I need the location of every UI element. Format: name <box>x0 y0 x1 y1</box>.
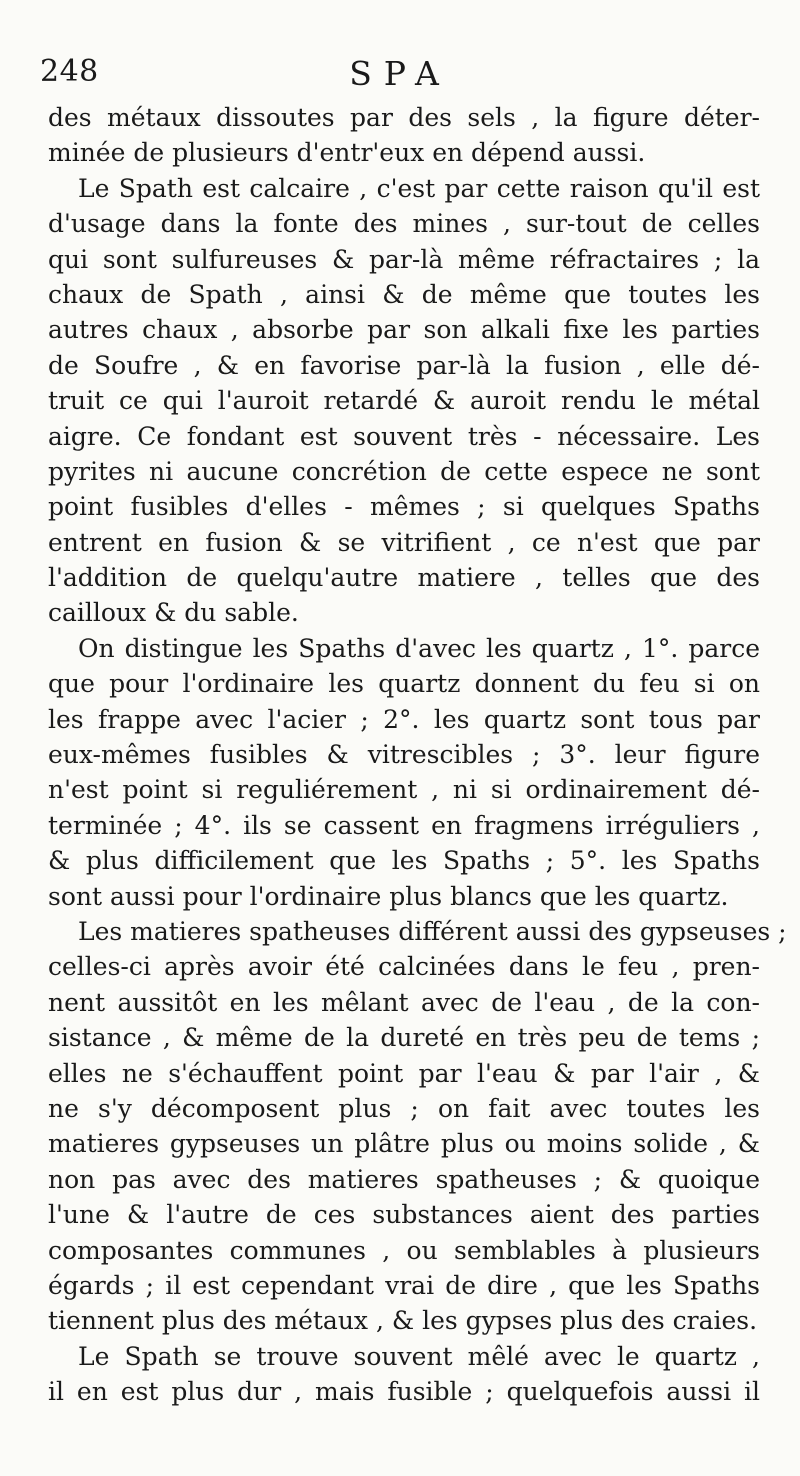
text-line: Le Spath est calcaire , c'est par cette raison qu'il est <box>78 173 760 203</box>
text-line: point fusibles d'elles - mêmes ; si quelques Spaths <box>48 492 760 522</box>
text-line: Les matieres spatheuses différent aussi des gypseuses ; <box>78 916 787 946</box>
text-line: celles-ci après avoir été calcinées dans le feu , pren- <box>48 952 760 982</box>
text-line: sistance , & même de la dureté en très peu de tems ; <box>48 1023 760 1053</box>
paragraph <box>48 631 760 914</box>
text-line: ne s'y décomposent plus ; on fait avec toutes les <box>48 1093 760 1123</box>
text-line: tiennent plus des métaux , & les gypses plus des craies. <box>48 1306 758 1336</box>
text-line: eux-mêmes fusibles & vitrescibles ; 3°. leur figure <box>48 740 760 770</box>
paragraph <box>48 1339 760 1410</box>
text-line: & plus difficilement que les Spaths ; 5°. les Spaths <box>48 846 760 876</box>
text-line: terminée ; 4°. ils se cassent en fragmens irréguliers , <box>48 810 760 840</box>
text-line: aigre. Ce fondant est souvent très - nécessaire. Les <box>48 421 760 451</box>
text-line: qui sont sulfureuses & par-là même réfractaires ; la <box>48 244 760 274</box>
page-number: 248 <box>40 54 99 89</box>
paragraph <box>48 914 787 1339</box>
text-line: On distingue les Spaths d'avec les quartz , 1°. parce <box>78 633 760 663</box>
text-line: il en est plus dur , mais fusible ; quelquefois aussi il <box>48 1377 760 1407</box>
text-line: pyrites ni aucune concrétion de cette espece ne sont <box>48 456 760 486</box>
text-line: sont aussi pour l'ordinaire plus blancs que les quartz. <box>48 881 729 911</box>
text-line: les frappe avec l'acier ; 2°. les quartz sont tous par <box>48 704 760 734</box>
text-line: elles ne s'échauffent point par l'eau & par l'air , & <box>48 1058 760 1088</box>
running-title: SPA <box>349 54 451 93</box>
paragraph <box>48 171 760 631</box>
paragraph <box>48 100 760 171</box>
text-line: des métaux dissoutes par des sels , la figure déter- <box>48 103 760 132</box>
text-line: égards ; il est cependant vrai de dire , que les Spaths <box>48 1270 760 1300</box>
text-line: l'addition de quelqu'autre matiere , telles que des <box>48 563 760 593</box>
page-header <box>40 54 760 98</box>
text-line: l'une & l'autre de ces substances aient des parties <box>48 1200 760 1230</box>
text-line: truit ce qui l'auroit retardé & auroit rendu le métal <box>48 386 760 416</box>
text-line: composantes communes , ou semblables à plusieurs <box>48 1235 760 1265</box>
text-line: non pas avec des matieres spatheuses ; & quoique <box>48 1164 760 1194</box>
text-line: autres chaux , absorbe par son alkali fixe les parties <box>48 315 760 345</box>
text-line: que pour l'ordinaire les quartz donnent du feu si on <box>48 669 760 699</box>
text-line: cailloux & du sable. <box>48 598 299 628</box>
text-line: nent aussitôt en les mêlant avec de l'eau , de la con- <box>48 987 760 1017</box>
text-line: n'est point si reguliérement , ni si ordinairement dé- <box>48 775 760 805</box>
text-line: chaux de Spath , ainsi & de même que toutes les <box>48 279 760 309</box>
text-line: entrent en fusion & se vitrifient , ce n'est que par <box>48 527 760 557</box>
text-line: minée de plusieurs d'entr'eux en dépend aussi. <box>48 138 646 168</box>
text-line: Le Spath se trouve souvent mêlé avec le quartz , <box>78 1341 760 1371</box>
text-line: matieres gypseuses un plâtre plus ou moins solide , & <box>48 1129 760 1159</box>
body-text <box>48 100 787 1409</box>
text-line: d'usage dans la fonte des mines , sur-tout de celles <box>48 209 760 239</box>
text-line: de Soufre , & en favorise par-là la fusion , elle dé- <box>48 350 760 380</box>
